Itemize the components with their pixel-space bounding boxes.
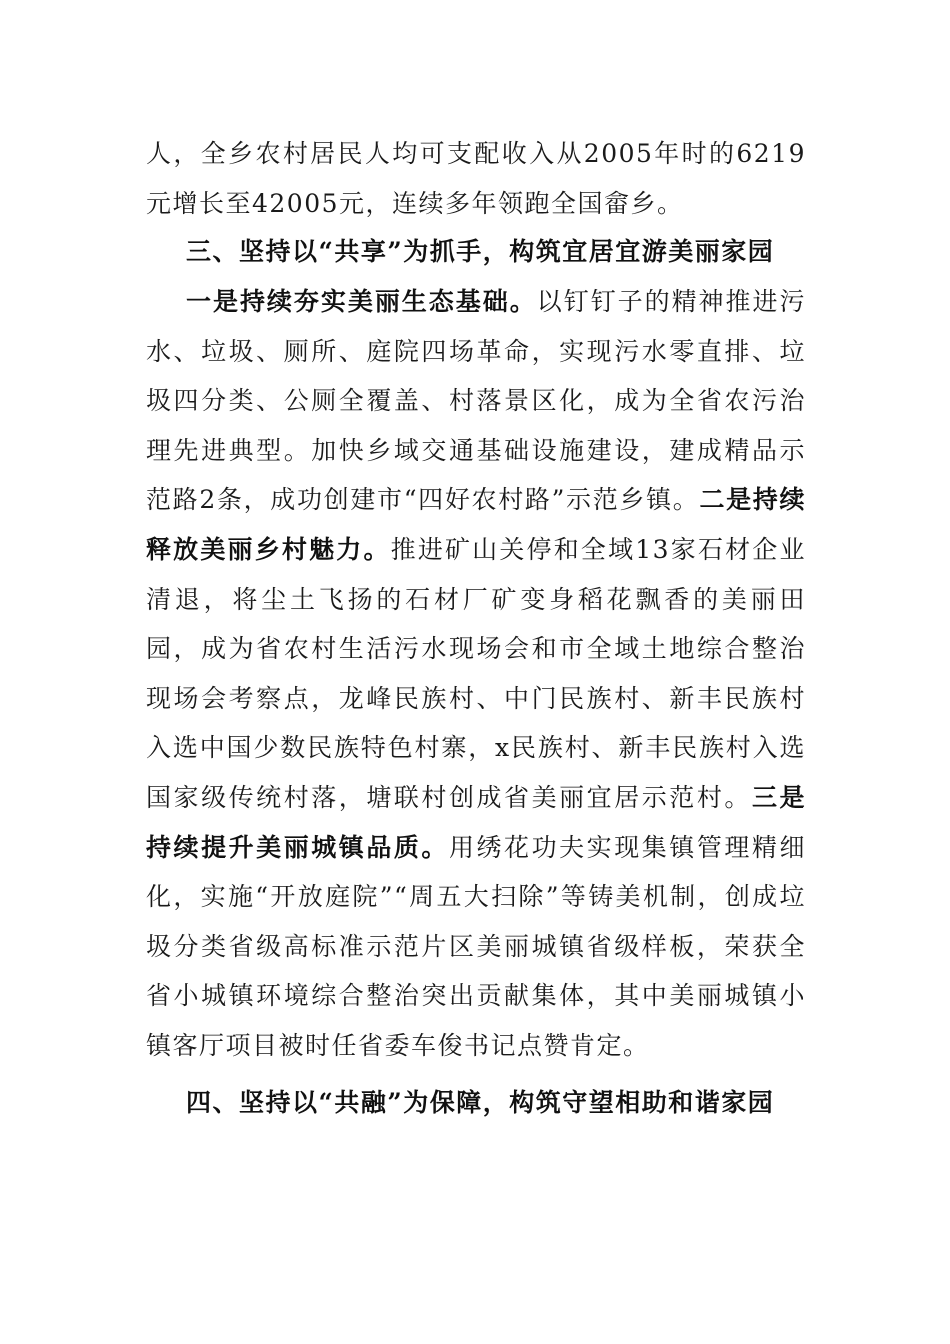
lead-phrase-2: 二是持续释放美丽乡村魅力。: [146, 485, 806, 564]
section-heading-4: 四、坚持以“共融”为保障，构筑守望相助和谐家园: [186, 1088, 775, 1117]
section-heading-3: 三、坚持以“共享”为抓手，构筑宜居宜游美丽家园: [186, 237, 775, 266]
body-text-3: 用绣花功夫实现集镇管理精细化，实施“开放庭院”“周五大扫除”等铸美机制，创成垃圾分类省级高标准示范片区美丽城镇省级样板，荣获全省小城镇环境综合整治突出贡献集体，其中美丽城镇小镇客厅项目被时任省委车俊书记点赞肯定。: [146, 832, 806, 1060]
body-text-2: 推进矿山关停和全域13家石材企业清退，将尘土飞扬的石材厂矿变身稻花飘香的美丽田园，成为省农村生活污水现场会和市全域土地综合整治现场会考察点，龙峰民族村、中门民族村、新丰民族村入选中国少数民族特色村寨，x民族村、新丰民族村入选国家级传统村落，塘联村创成省美丽宜居示范村。: [146, 534, 806, 812]
body-text-1: 以钉钉子的精神推进污水、垃圾、厕所、庭院四场革命，实现污水零直排、垃圾四分类、公厕全覆盖、村落景区化，成为全省农污治理先进典型。加快乡域交通基础设施建设，建成精品示范路2条，成功创建市“四好农村路”示范乡镇。: [146, 287, 806, 515]
continuation-paragraph: 人，全乡农村居民人均可支配收入从2005年时的6219元增长至42005元，连续多年领跑全国畲乡。: [146, 139, 806, 218]
lead-phrase-1: 一是持续夯实美丽生态基础。: [186, 287, 537, 316]
section-3-body-paragraph: [146, 277, 806, 1071]
lead-phrase-3: 三是持续提升美丽城镇品质。: [146, 782, 806, 862]
